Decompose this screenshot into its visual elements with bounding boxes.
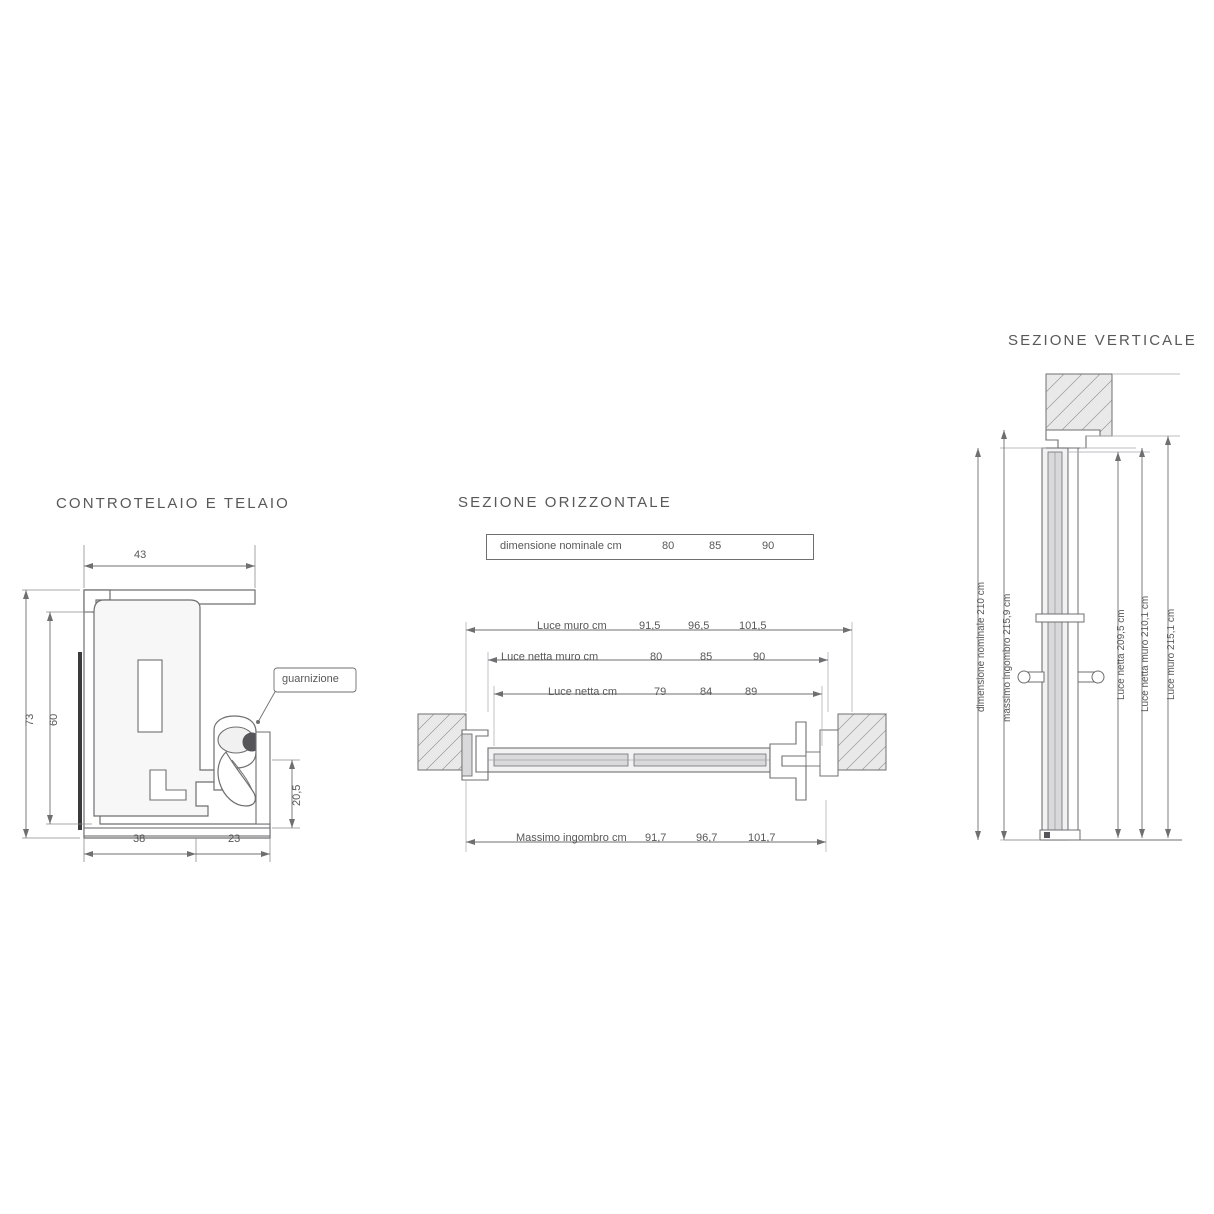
vdim-luce-netta-muro: Luce netta muro 210,1 cm: [1140, 595, 1151, 712]
row1-value-0: 80: [650, 651, 663, 663]
row0-value-2: 101,5: [739, 620, 767, 632]
row2-value-2: 89: [745, 686, 758, 698]
row2-value-0: 79: [654, 686, 667, 698]
dim-73-label: 73: [24, 713, 36, 726]
row2-value-1: 84: [700, 686, 713, 698]
row-label-luce-netta: Luce netta cm: [548, 686, 618, 698]
row3-value-0: 91,7: [645, 832, 667, 844]
nominal-value-2: 90: [762, 540, 775, 552]
dim-205-label: 20,5: [291, 784, 303, 806]
callout-guarnizione: guarnizione: [282, 673, 339, 685]
vdim-massimo-ingombro: massimo ingombro 215,9 cm: [1002, 593, 1013, 722]
row3-value-2: 101,7: [748, 832, 776, 844]
vdim-luce-muro: Luce muro 215,1 cm: [1166, 608, 1177, 700]
row1-value-2: 90: [753, 651, 766, 663]
nominal-value-1: 85: [709, 540, 722, 552]
vdim-luce-netta: Luce netta 209,5 cm: [1116, 609, 1127, 700]
title-controtelaio: CONTROTELAIO E TELAIO: [56, 495, 290, 512]
row0-value-1: 96,5: [688, 620, 710, 632]
dim-43-label: 43: [134, 549, 147, 561]
row-label-luce-netta-muro: Luce netta muro cm: [501, 651, 599, 663]
dim-23-label: 23: [228, 833, 241, 845]
title-sezione-orizzontale: SEZIONE ORIZZONTALE: [458, 494, 672, 511]
row1-value-1: 85: [700, 651, 713, 663]
dim-60-label: 60: [48, 713, 60, 726]
row0-value-0: 91,5: [639, 620, 661, 632]
dim-38-label: 38: [133, 833, 146, 845]
row-label-luce-muro: Luce muro cm: [537, 620, 607, 632]
nominal-dimension-label: dimensione nominale cm: [500, 540, 622, 552]
row3-value-1: 96,7: [696, 832, 718, 844]
vdim-dimensione-nominale: dimensione nominale 210 cm: [976, 581, 987, 712]
row-label-massimo-ingombro: Massimo ingombro cm: [516, 832, 627, 844]
title-sezione-verticale: SEZIONE VERTICALE: [1008, 332, 1197, 349]
nominal-value-0: 80: [662, 540, 675, 552]
